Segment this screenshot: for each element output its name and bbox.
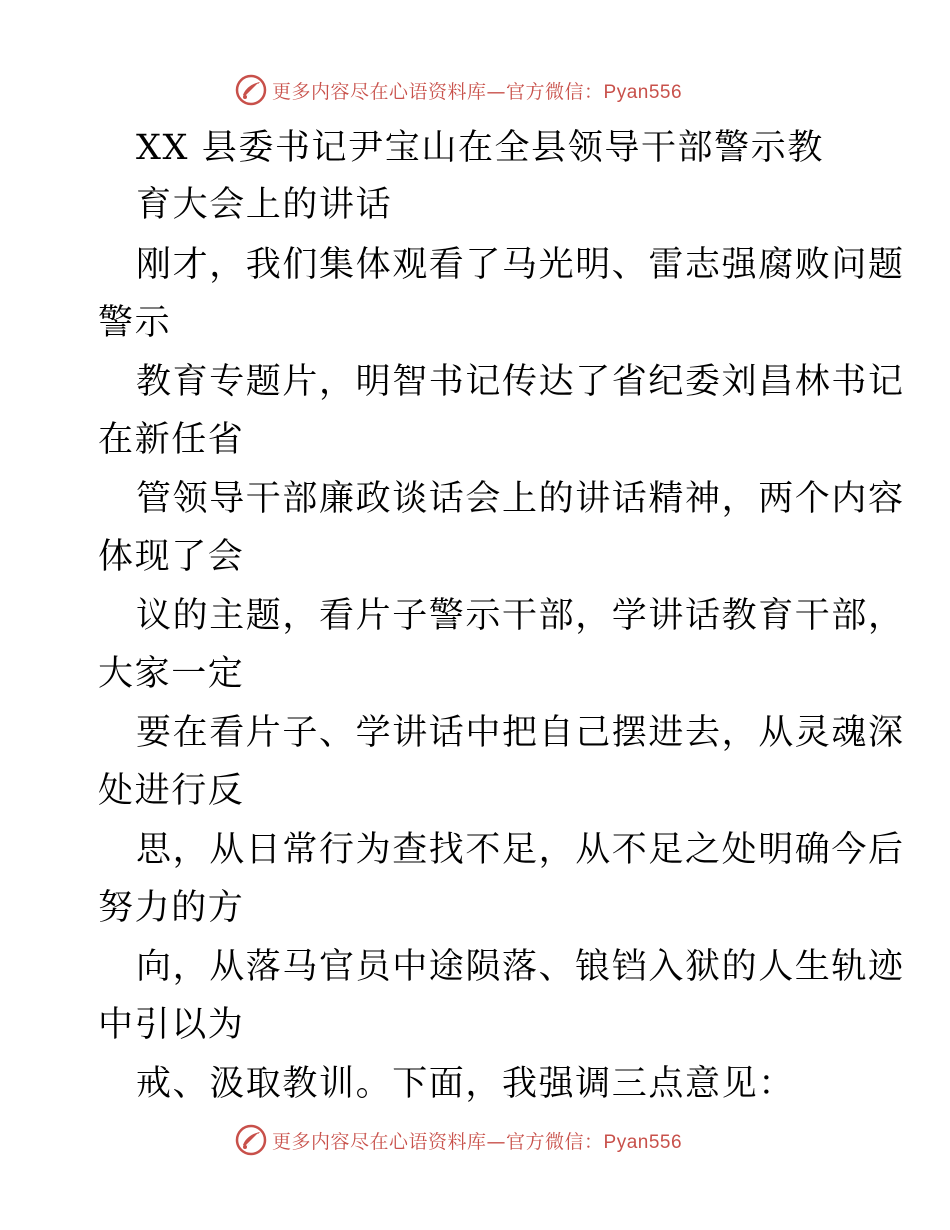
watermark-site-text: 更多内容尽在心语资料库 <box>272 1130 487 1153</box>
paragraph-line: 努力的方 <box>98 888 245 928</box>
paragraph-line: 警示 <box>98 303 172 343</box>
logo-icon <box>234 1123 268 1157</box>
logo-icon <box>234 73 268 107</box>
watermark-separator: — <box>486 1130 507 1153</box>
paragraph-line: 管领导干部廉政谈话会上的讲话精神，两个内容 <box>136 479 905 519</box>
paragraph-line: 大家一定 <box>98 654 245 694</box>
paragraph-line: 中引以为 <box>98 1005 245 1045</box>
document-title-line-2: 育大会上的讲话 <box>136 185 393 225</box>
paragraph-line: 体现了会 <box>98 537 245 577</box>
paragraph-line: 在新任省 <box>98 420 245 460</box>
paragraph-line: 戒、汲取教训。下面，我强调三点意见： <box>136 1064 795 1104</box>
paragraph-line: 要在看片子、学讲话中把自己摆进去，从灵魂深 <box>136 713 905 753</box>
watermark-text <box>272 77 682 104</box>
watermark-banner-bottom <box>234 1122 682 1158</box>
watermark-handle: Pyan556 <box>603 81 683 103</box>
paragraph-line: 处进行反 <box>98 771 245 811</box>
paragraph-line: 思，从日常行为查找不足，从不足之处明确今后 <box>136 830 905 870</box>
paragraph-line: 教育专题片，明智书记传达了省纪委刘昌林书记 <box>136 362 905 402</box>
watermark-handle: Pyan556 <box>603 1131 683 1153</box>
watermark-official-text: 官方微信： <box>506 80 604 103</box>
watermark-banner-top <box>234 72 682 108</box>
watermark-site-text: 更多内容尽在心语资料库 <box>272 80 487 103</box>
watermark-text <box>272 1127 682 1154</box>
paragraph-line: 向，从落马官员中途陨落、锒铛入狱的人生轨迹 <box>136 947 905 987</box>
paragraph-line: 议的主题，看片子警示干部，学讲话教育干部， <box>136 596 905 636</box>
watermark-official-text: 官方微信： <box>506 1130 604 1153</box>
paragraph-line: 刚才，我们集体观看了马光明、雷志强腐败问题 <box>136 245 905 285</box>
document-title-line-1: XX 县委书记尹宝山在全县领导干部警示教 <box>136 128 824 168</box>
watermark-separator: — <box>486 80 507 103</box>
